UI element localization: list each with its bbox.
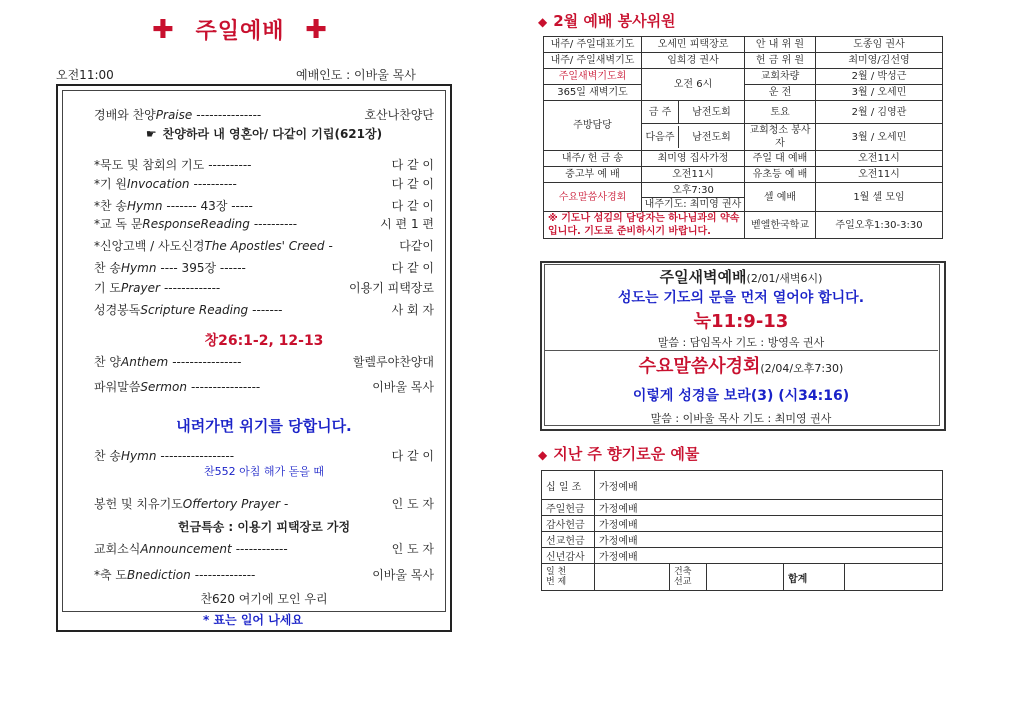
- table-row: 내주/ 헌 금 송 최미영 집사가정 주일 대 예배 오전11시: [544, 151, 943, 167]
- order-item-english: Scripture Reading: [140, 303, 249, 317]
- order-item-person: 다 같 이: [391, 199, 434, 213]
- order-closing: 찬620 여기에 모인 우리: [200, 592, 328, 606]
- wednesday-service-title: 수요말씀사경회(2/04/오후7:30): [638, 356, 844, 377]
- order-item-label: 찬 송: [94, 449, 121, 463]
- table-row: 감사헌금 가정예배: [542, 516, 943, 532]
- dawn-message: 성도는 기도의 문을 먼저 열어야 합니다.: [617, 290, 865, 306]
- order-item-dashes: -----------------: [160, 449, 235, 463]
- order-item-dashes: ----------: [253, 217, 298, 231]
- order-item-english: Praise: [155, 108, 193, 122]
- table-row: 십 일 조 가정예배: [542, 471, 943, 500]
- order-item-label: 성경봉독: [94, 303, 141, 317]
- order-item-person: 할렐루야찬양대: [352, 355, 434, 369]
- order-item-label: *찬 송: [94, 199, 127, 213]
- order-item-dashes: ----------: [208, 158, 252, 172]
- order-item-dashes: -------------: [163, 281, 221, 295]
- page-title: [0, 14, 480, 45]
- order-item-person: 다 같 이: [391, 158, 434, 172]
- dawn-scripture: 눅11:9-13: [693, 311, 789, 332]
- service-committee-table: [543, 36, 943, 239]
- service-committee-title: ◆ 2월 예배 봉사위원: [538, 12, 676, 30]
- order-item-dashes: ----------: [193, 177, 237, 191]
- order-item-label: 기 도: [94, 281, 121, 295]
- wednesday-roles: 말씀 : 이바울 목사 기도 : 최미영 권사: [650, 412, 832, 425]
- order-special: 헌금특송 : 이용기 피택장로 가정: [177, 520, 351, 534]
- order-item-english: Hymn: [121, 449, 157, 463]
- order-item-dashes: ------- 43장 -----: [166, 199, 253, 213]
- pointing-hand-icon: ☛: [145, 127, 157, 141]
- order-item-english: Bnediction: [127, 568, 191, 582]
- table-row: 다음주 남전도회 교회청소 봉사자 3월 / 오세민: [544, 124, 943, 151]
- order-item-label: *묵도 및 참회의 기도: [94, 158, 205, 172]
- service-leader: 예배인도 : 이바울 목사: [296, 68, 416, 82]
- order-item-person: 사 회 자: [391, 303, 434, 317]
- order-item-dashes: ------------: [235, 542, 288, 556]
- table-row: 수요말씀사경회 오후7:30 내주기도: 최미영 권사 셀 예배 1월 셀 모임: [544, 183, 943, 212]
- order-item-english: Announcement: [140, 542, 232, 556]
- wednesday-message: 이렇게 성경을 보라(3) (시34:16): [632, 388, 850, 404]
- table-row: 일 천 번 제 건축 선교 합계: [542, 564, 943, 591]
- order-item-dashes: -: [284, 497, 289, 511]
- offering-table: [541, 470, 943, 591]
- table-row: 선교헌금 가정예배: [542, 532, 943, 548]
- order-item-label: *교 독 문: [94, 217, 143, 231]
- order-item-label: 찬 양: [94, 355, 121, 369]
- order-item-english: Anthem: [121, 355, 169, 369]
- table-row: 내주/ 주일대표기도 오세민 피택장로 안 내 위 원 도종임 권사: [544, 37, 943, 53]
- order-item-english: Hymn: [121, 261, 157, 275]
- order-item-person: 이바울 목사: [372, 380, 434, 394]
- order-item-person: 인 도 자: [391, 497, 434, 511]
- order-item-person: 이바울 목사: [372, 568, 434, 582]
- order-item-person: 다같이: [399, 239, 434, 253]
- order-item-dashes: ----------------: [172, 355, 242, 369]
- table-row: 내주/ 주일새벽기도 임희경 권사 헌 금 위 원 최미영/김선영: [544, 53, 943, 69]
- order-item-english: Sermon: [140, 380, 187, 394]
- order-item-english: The Apostles' Creed: [204, 239, 325, 253]
- order-item-english: Prayer: [121, 281, 160, 295]
- table-row: 신년감사 가정예배: [542, 548, 943, 564]
- order-item-person: 호산나찬양단: [364, 108, 434, 122]
- order-item-person: 이용기 피택장로: [349, 281, 434, 295]
- order-item-label: 교회소식: [94, 542, 141, 556]
- table-row: 주방담당 금 주 남전도회 토요 2월 / 김영관: [544, 101, 943, 124]
- title-text: 주일예배: [195, 19, 285, 44]
- order-item-dashes: ----------------: [190, 380, 261, 394]
- order-item-dashes: -: [328, 239, 333, 253]
- order-item-person: 다 같 이: [391, 449, 434, 463]
- order-item-dashes: ---- 395장 ------: [160, 261, 246, 275]
- cross-icon: ✚: [305, 15, 328, 45]
- order-item-label: 봉헌 및 치유기도: [94, 497, 183, 511]
- order-item-dashes: --------------: [194, 568, 256, 582]
- order-item-english: Invocation: [127, 177, 190, 191]
- order-hymn2: 찬552 아침 해가 돋을 때: [204, 465, 324, 478]
- order-item-person: 다 같 이: [391, 261, 434, 275]
- order-item-english: Hymn: [127, 199, 163, 213]
- order-scripture: 창26:1-2, 12-13: [204, 333, 324, 349]
- order-item-label: 파워말씀: [94, 380, 141, 394]
- order-hymn: ☛ 찬양하라 내 영혼아/ 다같이 기립(621장): [145, 127, 383, 141]
- order-item-label: *기 원: [94, 177, 127, 191]
- table-row: 주일헌금 가정예배: [542, 500, 943, 516]
- cross-icon: ✚: [152, 15, 175, 45]
- order-item-english: Offertory Prayer: [182, 497, 281, 511]
- offering-title: ◆ 지난 주 향기로운 예물: [538, 445, 700, 463]
- order-item-dashes: ---------------: [196, 108, 262, 122]
- order-item-english: ResponseReading: [142, 217, 250, 231]
- diamond-bullet-icon: ◆: [538, 15, 548, 29]
- order-item-label: *신앙고백 / 사도신경: [94, 239, 205, 253]
- table-row: 주일새벽기도회 오전 6시 교회차량 2월 / 박성근: [544, 69, 943, 85]
- table-row: ※ 기도나 섬김의 담당자는 하나님과의 약속입니다. 기도로 준비하시기 바랍니다. 벧엘한국학교 주일오후1:30-3:30: [544, 212, 943, 239]
- order-item-dashes: -------: [252, 303, 283, 317]
- order-item-label: 경배와 찬양: [94, 108, 156, 122]
- order-item-person: 다 같 이: [391, 177, 434, 191]
- table-row: 중고부 예 배 오전11시 유초등 예 배 오전11시: [544, 167, 943, 183]
- service-time: 오전11:00: [56, 68, 114, 82]
- table-row: 365일 새벽기도 운 전 3월 / 오세민: [544, 85, 943, 101]
- order-sermon: 내려가면 위기를 당합니다.: [176, 417, 352, 435]
- dawn-roles: 말씀 : 담임목사 기도 : 방영옥 권사: [657, 336, 825, 349]
- order-item-label: 찬 송: [94, 261, 121, 275]
- stand-note: * 표는 일어 나세요: [62, 611, 444, 629]
- diamond-bullet-icon: ◆: [538, 448, 548, 462]
- order-item-person: 시 편 1 편: [380, 217, 434, 231]
- order-item-label: *축 도: [94, 568, 127, 582]
- order-item-person: 인 도 자: [391, 542, 434, 556]
- dawn-service-title: 주일새벽예배(2/01/새벽6시): [659, 268, 823, 286]
